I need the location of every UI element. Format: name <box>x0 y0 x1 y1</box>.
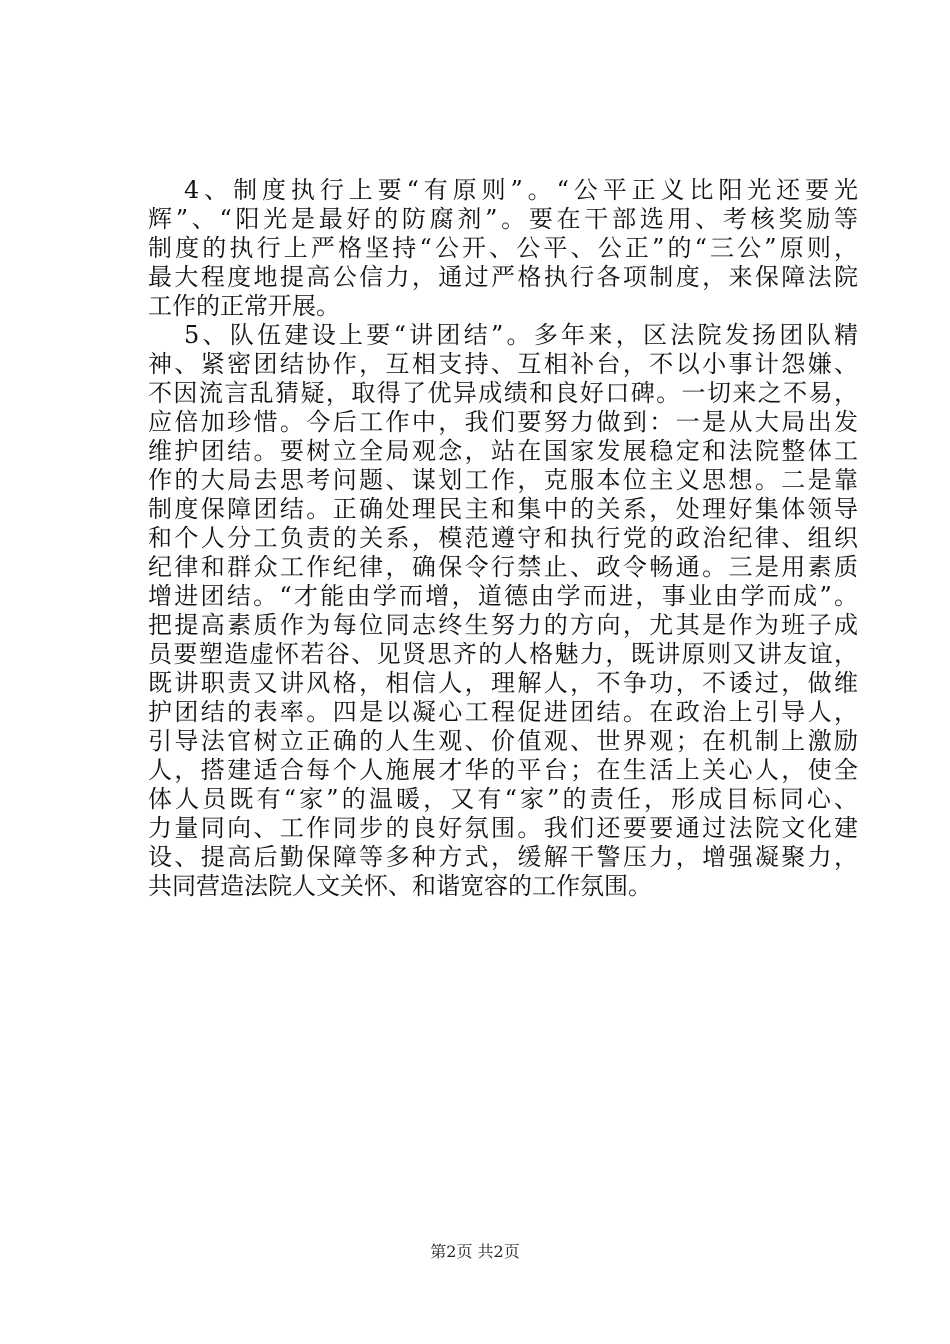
text-line: 维护团结。要树立全局观念，站在国家发展稳定和法院整体工 <box>148 437 858 465</box>
text-line: 员要塑造虚怀若谷、见贤思齐的人格魅力，既讲原则又讲友谊， <box>148 640 858 668</box>
text-line: 把提高素质作为每位同志终生努力的方向，尤其是作为班子成 <box>148 611 858 639</box>
text-line: 5、队伍建设上要“讲团结”。多年来，区法院发扬团队精 <box>184 321 858 349</box>
text-line: 共同营造法院人文关怀、和谐宽容的工作氛围。 <box>148 872 652 900</box>
paragraph-4-system-execution <box>148 176 858 321</box>
text-line: 引导法官树立正确的人生观、价值观、世界观；在机制上激励 <box>148 727 858 755</box>
text-line: 4、制度执行上要“有原则”。“公平正义比阳光还要光 <box>184 176 858 204</box>
text-line: 制度的执行上严格坚持“公开、公平、公正”的“三公”原则， <box>148 234 858 262</box>
text-line: 和个人分工负责的关系，模范遵守和执行党的政治纪律、组织 <box>148 524 858 552</box>
text-line: 纪律和群众工作纪律，确保令行禁止、政令畅通。三是用素质 <box>148 553 858 581</box>
text-line: 既讲职责又讲风格，相信人，理解人，不争功，不诿过，做维 <box>148 669 858 697</box>
text-line: 工作的正常开展。 <box>148 292 340 320</box>
text-line: 应倍加珍惜。今后工作中，我们要努力做到：一是从大局出发 <box>148 408 858 436</box>
text-line: 力量同向、工作同步的良好氛围。我们还要要通过法院文化建 <box>148 814 858 842</box>
page-number-footer: 第2页 共2页 <box>430 1242 520 1261</box>
text-line: 体人员既有“家”的温暖，又有“家”的责任，形成目标同心、 <box>148 785 858 813</box>
text-line: 作的大局去思考问题、谋划工作，克服本位主义思想。二是靠 <box>148 466 858 494</box>
text-line: 设、提高后勤保障等多种方式，缓解干警压力，增强凝聚力， <box>148 843 858 871</box>
text-line: 制度保障团结。正确处理民主和集中的关系，处理好集体领导 <box>148 495 858 523</box>
text-line: 护团结的表率。四是以凝心工程促进团结。在政治上引导人， <box>148 698 858 726</box>
document-body <box>148 176 858 901</box>
text-line: 增进团结。“才能由学而增，道德由学而进，事业由学而成”。 <box>148 582 858 610</box>
text-line: 最大程度地提高公信力，通过严格执行各项制度，来保障法院 <box>148 263 858 291</box>
text-line: 神、紧密团结协作，互相支持、互相补台，不以小事计怨嫌、 <box>148 350 858 378</box>
text-line: 人，搭建适合每个人施展才华的平台；在生活上关心人，使全 <box>148 756 858 784</box>
paragraph-5-team-unity <box>148 321 858 901</box>
text-line: 辉”、“阳光是最好的防腐剂”。要在干部选用、考核奖励等 <box>148 205 858 233</box>
text-line: 不因流言乱猜疑，取得了优异成绩和良好口碑。一切来之不易， <box>148 379 858 407</box>
